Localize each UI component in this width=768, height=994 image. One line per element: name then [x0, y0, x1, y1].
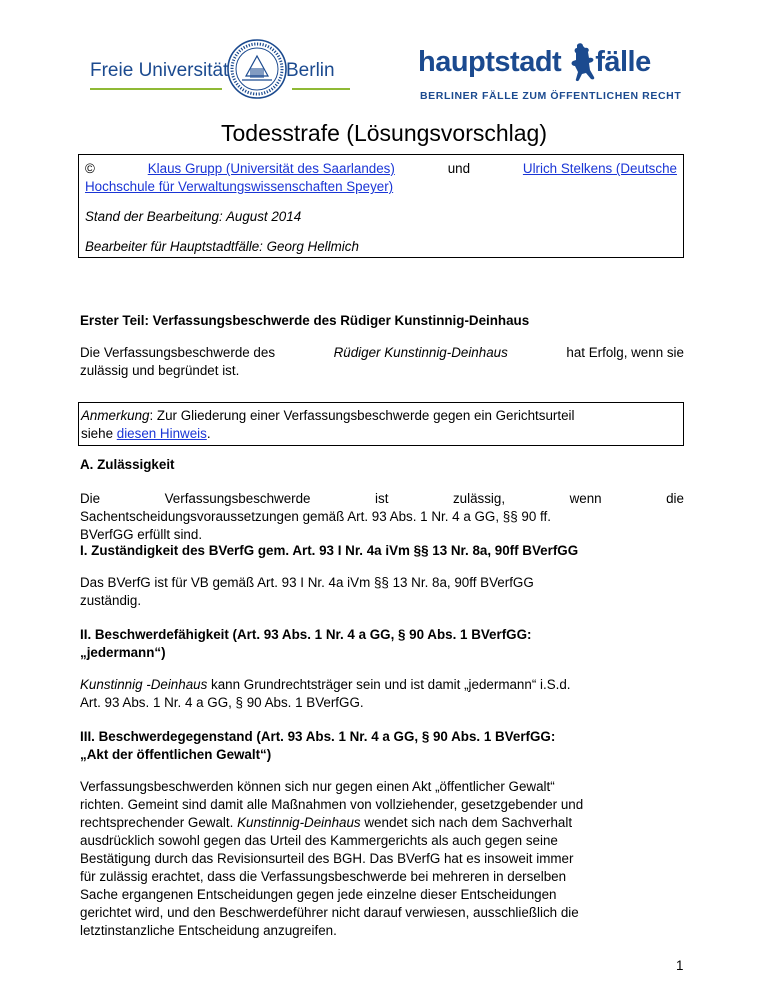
intro-text-b: hat Erfolg, wenn sie: [566, 345, 684, 360]
section-iii-l3-a: rechtsprechender Gewalt.: [80, 815, 234, 830]
part1-intro: [80, 344, 684, 380]
section-iii-line-8: gerichtet wird, und den Beschwerdeführer nicht darauf verwiesen, ausschließlich die: [80, 905, 579, 920]
note-box: [78, 402, 684, 446]
wordmark-part-2: fälle: [595, 46, 651, 78]
section-iii-line-3: [80, 814, 684, 832]
section-iii-line-2: richten. Gemeint sind damit alle Maßnahmen von vollziehender, gesetzgebender und: [80, 797, 584, 812]
note-label: Anmerkung: [81, 408, 150, 423]
note-text-b: siehe: [81, 426, 114, 441]
word: die: [666, 491, 684, 506]
hauptstadtfaelle-wordmark: [418, 46, 651, 79]
section-a-line-1: [80, 490, 684, 508]
section-ii-heading-line-1: II. Beschwerdefähigkeit (Art. 93 Abs. 1 Nr. 4 a GG, § 90 Abs. 1 BVerfGG:: [80, 627, 532, 642]
author-link-stelkens[interactable]: Ulrich Stelkens (Deutsche: [522, 161, 677, 176]
section-i-line-2: zuständig.: [80, 593, 142, 608]
note-end: .: [206, 426, 211, 441]
section-iii-name: Kunstinnig-Deinhaus: [237, 815, 361, 830]
section-i-line-1: Das BVerfG ist für VB gemäß Art. 93 I Nr. 4a iVm §§ 13 Nr. 8a, 90ff BVerfGG: [80, 575, 534, 590]
section-ii-heading: [80, 626, 684, 662]
page-number: 1: [676, 958, 684, 973]
word: wenn: [569, 491, 602, 506]
section-iii-line-1: Verfassungsbeschwerden können sich nur gegen einen Akt „öffentlicher Gewalt“: [80, 779, 555, 794]
section-ii-name: Kunstinnig -Deinhaus: [80, 677, 208, 692]
section-iii-line-4: ausdrücklich sowohl gegen das Urteil des Kammergerichts als auch gegen seine: [80, 833, 558, 848]
fu-logo-right-text: Berlin: [286, 60, 335, 81]
section-iii-l3-b: wendet sich nach dem Sachverhalt: [364, 815, 573, 830]
credits-box: [78, 154, 684, 258]
note-line-1: [81, 407, 681, 425]
word: ist: [375, 491, 389, 506]
author-link-grupp[interactable]: Klaus Grupp (Universität des Saarlandes): [147, 161, 395, 176]
section-i-text: [80, 574, 684, 610]
intro-line-2: zulässig und begründet ist.: [80, 363, 240, 378]
section-a-line-2: Sachentscheidungsvoraussetzungen gemäß Art. 93 Abs. 1 Nr. 4 a GG, §§ 90 ff.: [80, 509, 551, 524]
word: zulässig,: [452, 491, 506, 506]
intro-text-a: Die Verfassungsbeschwerde des: [80, 345, 276, 360]
section-iii-line-7: Sache ergangenen Entscheidungen gegen jede einzelne dieser Entscheidungen: [80, 887, 557, 902]
word: Die: [80, 491, 101, 506]
note-text-a: : Zur Gliederung einer Verfassungsbeschwerde gegen ein Gerichtsurteil: [149, 408, 575, 423]
section-iii-text: [80, 778, 684, 940]
copyright-sign: ©: [85, 161, 95, 176]
section-ii-text: [80, 676, 684, 712]
fu-logo-rule-left: [90, 88, 222, 90]
fu-logo-rule-right: [292, 88, 350, 90]
section-iii-heading-line-1: III. Beschwerdegegenstand (Art. 93 Abs. 1 Nr. 4 a GG, § 90 Abs. 1 BVerfGG:: [80, 729, 556, 744]
note-link[interactable]: diesen Hinweis: [116, 426, 207, 441]
section-ii-line-1-rest: kann Grundrechtsträger sein und ist damit „jedermann“ i.S.d.: [211, 677, 571, 692]
part1-heading: Erster Teil: Verfassungsbeschwerde des Rüdiger Kunstinnig-Deinhaus: [80, 313, 530, 328]
section-a-line-3: BVerfGG erfüllt sind.: [80, 527, 203, 542]
section-iii-heading-line-2: „Akt der öffentlichen Gewalt“): [80, 747, 272, 762]
section-ii-heading-line-2: „jedermann“): [80, 645, 166, 660]
document-title: Todesstrafe (Lösungsvorschlag): [221, 120, 547, 146]
section-iii-line-9: letztinstanzliche Entscheidung anzugreifen.: [80, 923, 337, 938]
credits-line-1: [85, 160, 677, 178]
and-text: und: [447, 161, 471, 176]
fu-logo-left-text: Freie Universität: [90, 60, 229, 81]
section-a-heading: A. Zulässigkeit: [80, 457, 175, 472]
fu-berlin-logo: [90, 38, 350, 108]
section-a-text: [80, 490, 684, 544]
section-i-heading: I. Zuständigkeit des BVerfG gem. Art. 93 I Nr. 4a iVm §§ 13 Nr. 8a, 90ff BVerfGG: [80, 543, 579, 558]
stand-text: Stand der Bearbeitung: August 2014: [85, 209, 302, 224]
section-ii-line-2: Art. 93 Abs. 1 Nr. 4 a GG, § 90 Abs. 1 BVerfGG.: [80, 695, 364, 710]
intro-name: Rüdiger Kunstinnig-Deinhaus: [333, 345, 508, 360]
wordmark-part-1: hauptstadt: [418, 46, 562, 78]
intro-line-1: [80, 344, 684, 362]
author-link-stelkens-cont[interactable]: Hochschule für Verwaltungswissenschaften Speyer): [85, 179, 394, 194]
hauptstadtfaelle-logo: [418, 42, 694, 114]
word: Verfassungsbeschwerde: [164, 491, 311, 506]
bearbeiter-text: Bearbeiter für Hauptstadtfälle: Georg Hellmich: [85, 239, 359, 254]
section-iii-line-6: für zulässig erachtet, dass die Verfassungsbeschwerde bei mehreren in derselben: [80, 869, 567, 884]
section-iii-heading: [80, 728, 684, 764]
credits-line-2: [85, 178, 677, 196]
section-ii-line-1: [80, 676, 684, 694]
note-line-2: [81, 425, 681, 443]
hauptstadtfaelle-subtitle: BERLINER FÄLLE ZUM ÖFFENTLICHEN RECHT: [420, 90, 682, 102]
section-iii-line-5: Bestätigung durch das Revisionsurteil des BGH. Das BVerfG hat es insoweit immer: [80, 851, 574, 866]
fu-seal-icon: [226, 38, 288, 100]
berlin-bear-icon: [568, 42, 598, 82]
